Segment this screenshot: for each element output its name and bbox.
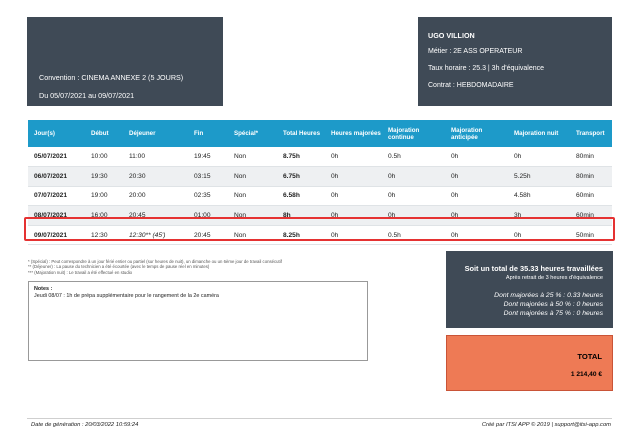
footnotes xyxy=(28,259,282,275)
convention-panel xyxy=(27,17,223,106)
cell-total: 8.75h xyxy=(277,147,325,167)
cell-day: 09/07/2021 xyxy=(28,225,85,245)
total-amount-panel xyxy=(446,335,613,391)
table-row xyxy=(28,186,612,206)
overtime-75-line: Dont majorées à 75 % : 0 heures xyxy=(503,310,603,317)
cell-early: 0h xyxy=(445,147,508,167)
cell-overtime: 0h xyxy=(325,206,382,226)
cell-end: 03:15 xyxy=(188,167,228,187)
cell-start: 16:00 xyxy=(85,206,123,226)
cell-lunch: 20:00 xyxy=(123,186,188,206)
col-header-continuous: Majoration continue xyxy=(382,120,445,147)
cell-early: 0h xyxy=(445,167,508,187)
cell-special: Non xyxy=(228,147,277,167)
col-header-transport: Transport xyxy=(570,120,612,147)
col-header-end: Fin xyxy=(188,120,228,147)
cell-transport: 50min xyxy=(570,225,612,245)
table-header-row xyxy=(28,120,612,147)
col-header-overtime: Heures majorées xyxy=(325,120,382,147)
cell-continuous: 0h xyxy=(382,167,445,187)
cell-night: 0h xyxy=(508,225,570,245)
employee-name: UGO VILLION xyxy=(428,31,475,40)
cell-lunch: 20:45 xyxy=(123,206,188,226)
footnote-lunch: ** (Déjeuner) : La pause du technicien a été écourtée (avec le temps de pause réel en minutes) xyxy=(28,264,210,270)
generation-date: Date de génération : 20/03/2022 10:59:24 xyxy=(31,422,139,428)
table-row xyxy=(28,147,612,167)
cell-overtime: 0h xyxy=(325,225,382,245)
employee-job: Métier : 2E ASS OPERATEUR xyxy=(428,48,523,55)
footer-credit: Créé par ITSI APP © 2019 | support@itsi-app.com xyxy=(481,422,611,428)
convention-title: Convention : CINEMA ANNEXE 2 (5 JOURS) xyxy=(39,73,184,82)
notes-title: Notes : xyxy=(34,286,53,292)
cell-transport: 80min xyxy=(570,147,612,167)
cell-overtime: 0h xyxy=(325,167,382,187)
cell-end: 01:00 xyxy=(188,206,228,226)
cell-lunch: 11:00 xyxy=(123,147,188,167)
cell-lunch: 20:30 xyxy=(123,167,188,187)
cell-overtime: 0h xyxy=(325,147,382,167)
cell-day: 07/07/2021 xyxy=(28,186,85,206)
cell-special: Non xyxy=(228,167,277,187)
cell-day: 06/07/2021 xyxy=(28,167,85,187)
total-label: TOTAL xyxy=(577,352,602,361)
cell-end: 20:45 xyxy=(188,225,228,245)
cell-start: 10:00 xyxy=(85,147,123,167)
row-highlight-frame xyxy=(24,217,615,241)
col-header-start: Début xyxy=(85,120,123,147)
cell-night: 3h xyxy=(508,206,570,226)
employee-panel xyxy=(418,17,612,106)
col-header-early: Majoration anticipée xyxy=(445,120,508,147)
cell-total: 8h xyxy=(277,206,325,226)
period-range: Du 05/07/2021 au 09/07/2021 xyxy=(39,91,135,100)
cell-end: 19:45 xyxy=(188,147,228,167)
col-header-day: Jour(s) xyxy=(28,120,85,147)
cell-night: 5.25h xyxy=(508,167,570,187)
cell-total: 6.75h xyxy=(277,167,325,187)
cell-lunch: 12:30** (45') xyxy=(123,225,188,245)
cell-continuous: 0.5h xyxy=(382,147,445,167)
employee-rate: Taux horaire : 25.3 | 3h d'équivalence xyxy=(428,65,545,72)
cell-day: 08/07/2021 xyxy=(28,206,85,226)
col-header-night: Majoration nuit xyxy=(508,120,570,147)
cell-special: Non xyxy=(228,186,277,206)
cell-continuous: 0h xyxy=(382,206,445,226)
cell-day: 05/07/2021 xyxy=(28,147,85,167)
table-row xyxy=(28,167,612,187)
footnote-special: * (Spécial) : Peut correspondre à un jour férié entier ou partiel (sur heures de nuit), un dimanche ou un 6ème jour de travail consécutif xyxy=(28,259,282,264)
cell-transport: 60min xyxy=(570,206,612,226)
cell-transport: 60min xyxy=(570,186,612,206)
overtime-50-line: Dont majorées à 50 % : 0 heures xyxy=(503,301,603,308)
cell-total: 6.58h xyxy=(277,186,325,206)
total-amount: 1 214,40 € xyxy=(570,371,602,378)
cell-early: 0h xyxy=(445,186,508,206)
equivalence-line: Après retrait de 3 heures d'équivalence xyxy=(505,275,603,281)
total-hours-line: Soit un total de 35.33 heures travaillées xyxy=(464,264,603,273)
cell-start: 12:30 xyxy=(85,225,123,245)
cell-night: 0h xyxy=(508,147,570,167)
col-header-special: Spécial* xyxy=(228,120,277,147)
cell-start: 19:30 xyxy=(85,167,123,187)
overtime-25-line: Dont majorées à 25 % : 0.33 heures xyxy=(494,292,603,299)
notes-box xyxy=(28,281,368,361)
cell-early: 0h xyxy=(445,225,508,245)
footer-divider xyxy=(27,418,612,419)
cell-transport: 80min xyxy=(570,167,612,187)
employee-contract: Contrat : HEBDOMADAIRE xyxy=(428,82,514,89)
col-header-total-hours: Total Heures xyxy=(277,120,325,147)
notes-text: Jeudi 08/07 : 1h de prépa supplémentaire pour le rangement de la 2e caméra xyxy=(34,293,219,299)
cell-early: 0h xyxy=(445,206,508,226)
footnote-night: *** (Majoration nuit) : Le travail a été effectué en studio xyxy=(28,269,133,275)
col-header-lunch: Déjeuner xyxy=(123,120,188,147)
cell-continuous: 0.5h xyxy=(382,225,445,245)
cell-night: 4.58h xyxy=(508,186,570,206)
cell-end: 02:35 xyxy=(188,186,228,206)
cell-overtime: 0h xyxy=(325,186,382,206)
cell-special: Non xyxy=(228,206,277,226)
hours-summary-panel xyxy=(446,251,613,328)
cell-total: 8.25h xyxy=(277,225,325,245)
cell-continuous: 0h xyxy=(382,186,445,206)
cell-special: Non xyxy=(228,225,277,245)
cell-start: 19:00 xyxy=(85,186,123,206)
